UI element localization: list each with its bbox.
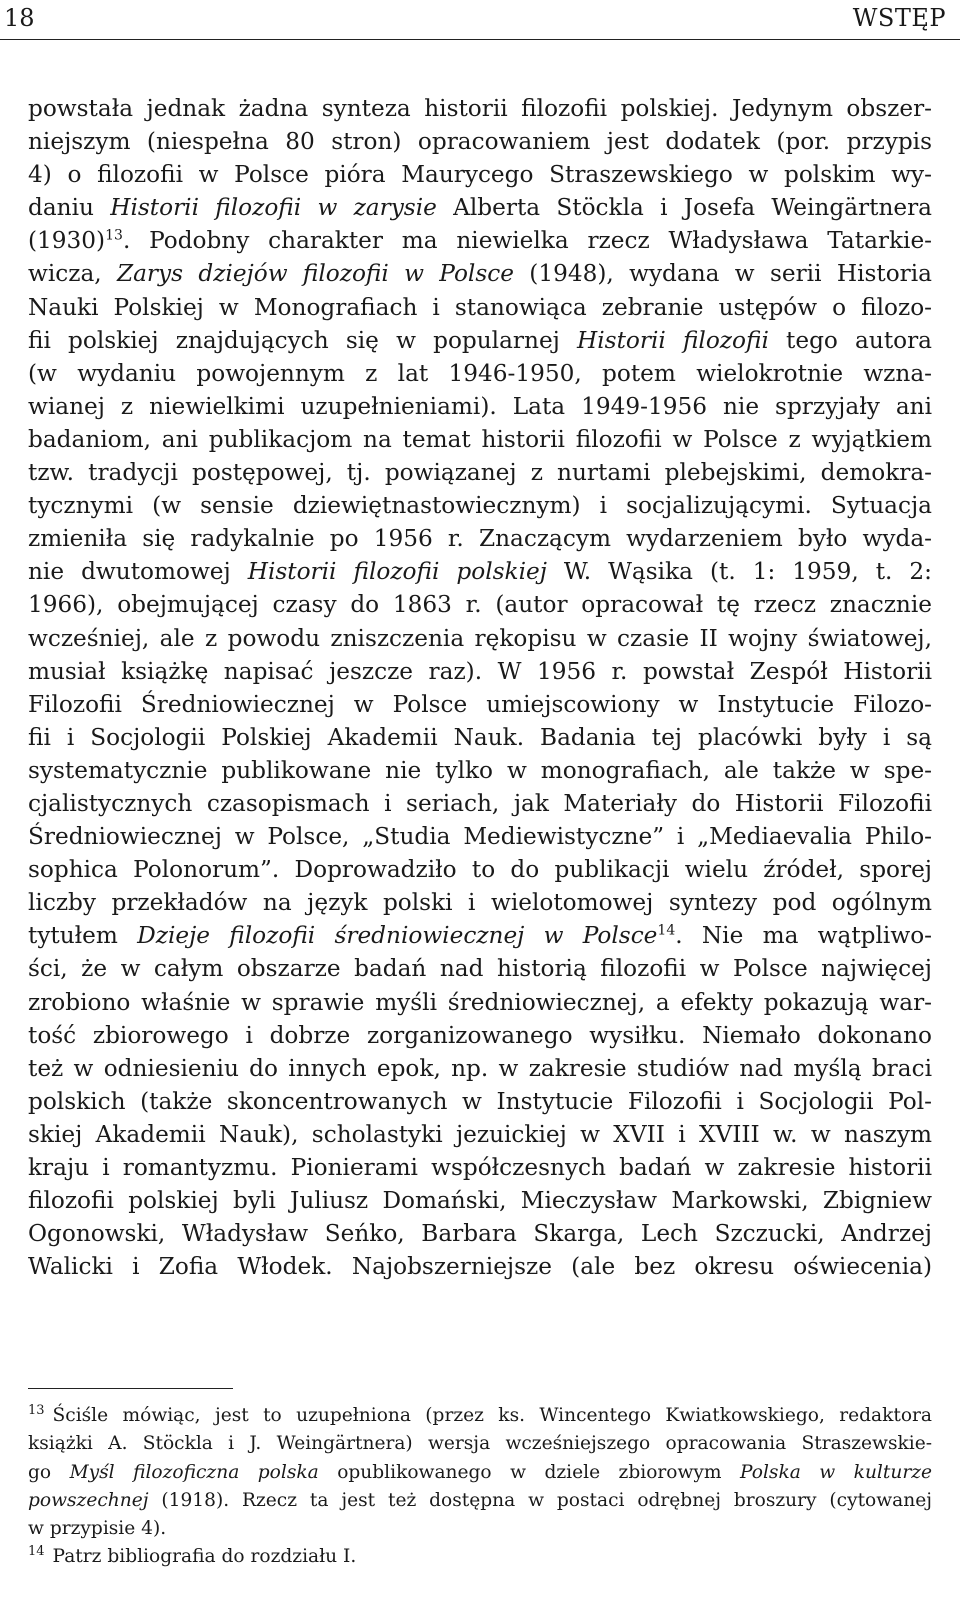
text-run: . Podobny charakter ma niewielka rzecz Władysława Tatarkie-: [122, 227, 932, 255]
text-run: filozofii polskiej byli Juliusz Domański, Mieczysław Markowski, Zbigniew: [28, 1187, 932, 1215]
footnote-reference: 13: [105, 227, 123, 244]
text-run: Ściśle mówiąc, jest to uzupełniona (przez ks. Wincentego Kwiatkowskiego, redaktora: [52, 1405, 932, 1426]
text-line: [28, 1085, 932, 1118]
text-line: [28, 357, 932, 390]
text-run: tycznymi (w sensie dziewiętnastowiecznym) i socjalizującymi. Sytuacja: [28, 492, 932, 520]
text-run: (1930): [28, 227, 106, 255]
text-run: Średniowiecznej w Polsce, „Studia Mediewistyczne” i „Mediaevalia Philo-: [28, 823, 932, 851]
text-run: książki A. Stöckla i J. Weingärtnera) wersja wcześniejszego opracowania Straszewskie-: [28, 1433, 932, 1455]
text-run: (1948), wydana w serii Historia: [513, 260, 932, 288]
text-line: [28, 588, 932, 621]
italic-title: Myśl filozoficzna polska: [69, 1461, 319, 1483]
italic-title: Dzieje filozofii średniowiecznej w Polsce: [137, 922, 658, 950]
text-run: ści, że w całym obszarze badań nad historią filozofii w Polsce najwięcej: [28, 955, 932, 983]
footnotes-section: [28, 1402, 932, 1572]
footnote-line: [28, 1543, 932, 1571]
text-line: [28, 489, 932, 522]
text-run: Filozofii Średniowiecznej w Polsce umiejscowiony w Instytucie Filozo-: [28, 690, 932, 718]
footnote-line: [28, 1515, 932, 1543]
text-line: [28, 952, 932, 985]
text-run: go: [28, 1461, 70, 1483]
text-line: [28, 125, 932, 158]
footnote-line: [28, 1487, 932, 1515]
text-run: niejszym (niespełna 80 stron) opracowaniem jest dodatek (por. przypis: [28, 128, 932, 156]
text-run: skiej Akademii Nauk), scholastyki jezuickiej w XVII i XVIII w. w naszym: [28, 1120, 932, 1148]
text-run: cjalistycznych czasopismach i seriach, jak Materiały do Historii Filozofii: [28, 789, 932, 817]
text-line: [28, 92, 932, 125]
text-run: (w wydaniu powojennym z lat 1946-1950, potem wielokrotnie wzna-: [28, 359, 932, 387]
text-run: 1966), obejmującej czasy do 1863 r. (autor opracował tę rzecz znacznie: [28, 591, 932, 619]
text-run: Nauki Polskiej w Monografiach i stanowiąca zebranie ustępów o filozo-: [28, 293, 932, 321]
text-run: wcześniej, ale z powodu zniszczenia rękopisu w czasie II wojny światowej,: [28, 624, 932, 652]
text-run: Walicki i Zofia Włodek. Najobszerniejsze (ale bez okresu oświecenia): [28, 1253, 932, 1281]
text-line: [28, 886, 932, 919]
text-line: [28, 853, 932, 886]
footnote-reference: 14: [657, 922, 676, 939]
text-run: w przypisie 4).: [28, 1518, 167, 1540]
main-text-paragraph: [28, 92, 932, 1283]
text-line: [28, 688, 932, 721]
text-run: musiał książkę napisać jeszcze raz). W 1956 r. powstał Zespół Historii: [28, 657, 932, 685]
text-line: [28, 191, 932, 224]
text-line: [28, 919, 932, 952]
running-head-title: WSTĘP: [852, 4, 946, 32]
text-line: [28, 1118, 932, 1151]
footnote-number: 13: [28, 1402, 45, 1418]
footnote-number: 14: [28, 1544, 45, 1560]
text-run: polskich (także skoncentrowanych w Instytucie Filozofii i Socjologii Pol-: [28, 1087, 932, 1115]
text-line: [28, 224, 932, 257]
page-number: 18: [4, 4, 35, 32]
footnote-divider: [28, 1388, 233, 1389]
text-line: [28, 257, 932, 290]
text-run: wianej z niewielkimi uzupełnieniami). Lata 1949-1956 nie sprzyjały ani: [28, 392, 932, 420]
text-run: opublikowanego w dziele zbiorowym: [318, 1461, 741, 1483]
italic-title: Zarys dziejów filozofii w Polsce: [117, 260, 514, 288]
italic-title: powszechnej: [28, 1489, 149, 1511]
text-line: [28, 456, 932, 489]
text-run: Patrz bibliografia do rozdziału I.: [52, 1546, 357, 1568]
footnote-line: [28, 1459, 932, 1487]
text-run: Ogonowski, Władysław Seńko, Barbara Skarga, Lech Szczucki, Andrzej: [28, 1220, 932, 1248]
text-line: [28, 1052, 932, 1085]
text-line: [28, 555, 932, 588]
text-line: [28, 522, 932, 555]
text-run: nie dwutomowej: [28, 558, 248, 586]
italic-title: Historii filozofii polskiej: [247, 558, 547, 586]
text-line: [28, 1184, 932, 1217]
text-run: sophica Polonorum”. Doprowadziło to do publikacji wielu źródeł, sporej: [28, 856, 932, 884]
text-run: fii i Socjologii Polskiej Akademii Nauk. Badania tej placówki były i są: [28, 723, 932, 751]
text-run: daniu: [28, 194, 111, 222]
text-line: [28, 754, 932, 787]
text-line: [28, 986, 932, 1019]
footnote-13: [28, 1402, 932, 1543]
footnote-14: [28, 1543, 932, 1571]
text-line: [28, 390, 932, 423]
text-run: tzw. tradycji postępowej, tj. powiązanej z nurtami plebejskimi, demokra-: [28, 459, 932, 487]
text-line: [28, 1217, 932, 1250]
text-line: [28, 622, 932, 655]
text-run: badaniom, ani publikacjom na temat historii filozofii w Polsce z wyjątkiem: [28, 425, 932, 453]
text-run: tytułem: [28, 922, 138, 950]
text-line: [28, 158, 932, 191]
text-line: [28, 721, 932, 754]
text-line: [28, 787, 932, 820]
text-line: [28, 324, 932, 357]
text-run: też w odniesieniu do innych epok, np. w zakresie studiów nad myślą braci: [28, 1054, 932, 1082]
text-line: [28, 291, 932, 324]
italic-title: Historii filozofii w zarysie: [110, 194, 437, 222]
text-run: (1918). Rzecz ta jest też dostępna w postaci odrębnej broszury (cytowanej: [148, 1489, 932, 1511]
text-line: [28, 1019, 932, 1052]
text-run: . Nie ma wątpliwo-: [675, 922, 932, 950]
text-line: [28, 1151, 932, 1184]
running-header: [0, 0, 960, 40]
text-run: tego autora: [768, 326, 932, 354]
text-run: W. Wąsika (t. 1: 1959, t. 2:: [546, 558, 932, 586]
text-run: 4) o filozofii w Polsce pióra Maurycego Straszewskiego w polskim wy-: [28, 161, 932, 189]
text-run: zrobiono właśnie w sprawie myśli średniowiecznej, a efekty pokazują war-: [28, 988, 932, 1016]
footnote-line: [28, 1430, 932, 1458]
text-run: Alberta Stöckla i Josefa Weingärtnera: [436, 194, 933, 222]
text-line: [28, 423, 932, 456]
text-run: kraju i romantyzmu. Pionierami współczesnych badań w zakresie historii: [28, 1154, 932, 1181]
text-line: [28, 1250, 932, 1283]
text-run: liczby przekładów na język polski i wielotomowej syntezy pod ogólnym: [28, 889, 932, 917]
text-run: fii polskiej znajdujących się w popularnej: [28, 326, 578, 354]
italic-title: Polska w kulturze: [740, 1461, 933, 1483]
text-line: [28, 820, 932, 853]
text-run: systematycznie publikowane nie tylko w monografiach, ale także w spe-: [28, 756, 932, 784]
text-run: tość zbiorowego i dobrze zorganizowanego wysiłku. Niemało dokonano: [28, 1021, 932, 1049]
text-run: zmieniła się radykalnie po 1956 r. Znaczącym wydarzeniem było wyda-: [28, 525, 932, 553]
text-line: [28, 655, 932, 688]
text-run: powstała jednak żadna synteza historii filozofii polskiej. Jedynym obszer-: [28, 95, 932, 122]
text-run: wicza,: [28, 260, 117, 288]
footnote-line: [28, 1402, 932, 1430]
italic-title: Historii filozofii: [577, 326, 769, 354]
